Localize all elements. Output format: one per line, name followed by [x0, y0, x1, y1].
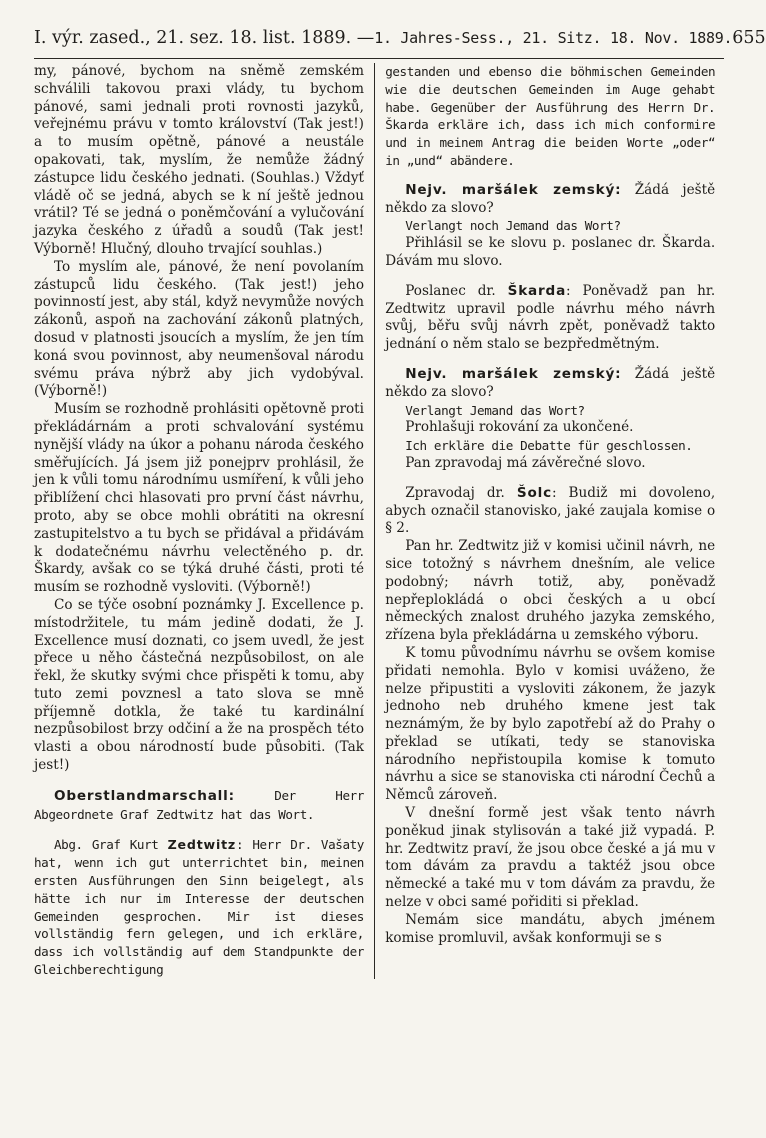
page-number: 655	[732, 28, 766, 48]
paragraph-gap	[385, 354, 715, 366]
speaker-name: Nejv. maršálek zemský:	[405, 365, 622, 382]
german-paragraph: Verlangt Jemand das Wort?	[405, 402, 585, 418]
speaker-paragraph	[385, 283, 715, 354]
paragraph: To myslím ale, pánové, že není povolaním zástupců lidu českého. (Tak jest!) jeho povinností jest, aby stál, když nevymůže nových zákonů, aspoň na zachování zákonů platných, dosud v platnosti jsoucích a myslím, že jen tím koná svou povinnost, aby neumenšoval národu svému práva nýbrž aby jich vydobýval. (Výborně!)	[34, 258, 364, 400]
speech-text: : Herr Dr. Vašaty hat, wenn ich gut unterrichtet bin, meinen ersten Ausführungen den Sinn beigelegt, als hätte ich nur im Interesse der deutschen Gemeinden gesprochen. Mir ist dieses vollständig fern gelegen, und ich erkläre, dass ich vollständig auf dem Standpunkte der Gleichberechtigung	[34, 837, 364, 978]
header-rule	[34, 58, 724, 59]
speaker-name: Zedtwitz	[167, 837, 237, 853]
page-header	[34, 26, 766, 56]
speaker-name: Škarda	[507, 282, 567, 299]
paragraph-gap	[385, 170, 715, 182]
two-column-body	[34, 63, 724, 979]
speech-text: : Budiž mi dovoleno, abych označil stanovisko, jaké zaujala komise o § 2.	[385, 484, 716, 537]
paragraph: K tomu původnímu návrhu se ovšem komise přidati nemohla. Bylo v komisi uváženo, že nelze připustiti a vysloviti zákonem, že jazyk jednoho neb druhého kmene jest tak neznámým, že by bylo zapotřebí až do Prahy o překlad se utíkati, tedy se stanoviska národního nepřistoupila komise k tomuto návrhu a sice se stanoviska cti národní Čechů a Němců zároveň.	[385, 644, 716, 804]
speaker-name: Oberstlandmarschall:	[54, 787, 235, 804]
speech-text: : Poněvadž pan hr. Zedtwitz upravil podle návrhu mého návrh svůj, běřu svůj návrh zpět, poněvadž takto jednání o něm stalo se bezpředmětným.	[385, 282, 716, 353]
paragraph: Přihlásil se ke slovu p. poslanec dr. Škarda. Dávám mu slovo.	[385, 235, 716, 269]
paragraph: Pan zpravodaj má závěrečné slovo.	[405, 454, 646, 471]
german-paragraph: Verlangt noch Jemand das Wort?	[405, 218, 621, 234]
speech-text: Žádá ještě někdo za slovo?	[385, 181, 716, 216]
speaker-prefix: Zpravodaj dr.	[405, 484, 517, 501]
paragraph: Co se týče osobní poznámky J. Excellence p. místodržitele, tu mám jedině dodati, že J. Excellence musí doznati, co jsem uvedl, že jest přece u něho částečná nezpůsobilost, on ale řekl, že skutky svými chce přispěti k tomu, aby tuto zemi povznesl a tato slova se mně příjemně dotkla, že také tu kardinální nezpůsobilost brzy odčiní a že na prospěch této vlasti a obou národností bude působiti. (Tak jest!)	[34, 596, 364, 774]
paragraph-gap	[385, 271, 715, 283]
paragraph-gap	[34, 824, 364, 836]
paragraph-gap	[385, 473, 715, 485]
paragraph: V dnešní formě jest však tento návrh poněkud jinak stylisován a také již vypadá. P. hr. Zedtwitz praví, že jsou obce české a já mu v tom dávám za pravdu a taktéž jsou obce německé a také mu v tom dávám za pravdu, že nelze v obci samé pořiditi si překlad.	[385, 805, 716, 911]
right-column	[375, 63, 715, 979]
speaker-name: Šolc	[516, 484, 552, 501]
german-paragraph: Ich erkläre die Debatte für geschlossen.	[405, 438, 693, 454]
speaker-paragraph	[34, 836, 364, 978]
speaker-name: Nejv. maršálek zemský:	[405, 181, 622, 198]
header-left: I. výr. zased., 21. sez. 18. list. 1889. —	[34, 28, 375, 48]
speaker-prefix: Poslanec dr.	[405, 282, 508, 299]
speech-text: Der Herr Abgeordnete Graf Zedtwitz hat das Wort.	[34, 787, 364, 822]
left-column	[34, 63, 374, 979]
paragraph: Prohlašuji rokování za ukončené.	[405, 419, 634, 436]
paragraph: Pan hr. Zedtwitz již v komisi učinil návrh, ne sice totožný s návrhem dnešním, ale velice podobný; návrh totiž, aby, poněvadž nepřeplokládá o obci českých a u obcí německých znalost druhého jazyka zemského, zřízena byla překládárna u zemského výboru.	[385, 538, 716, 644]
header-right: 1. Jahres-Sess., 21. Sitz. 18. Nov. 1889.	[374, 29, 733, 47]
speaker-paragraph	[385, 366, 715, 402]
paragraph: Musím se rozhodně prohlásiti opětovně proti překládárnám a proti schvalování systému nynější vlády na úkor a pohanu národa českého směřujících. Já jsem již ponejprv prohlásil, že jen k vůli tomu národnímu usmíření, k vůli jeho přiblížení chci hlasovati pro první část návrhu, proto, aby se obce mohli obrátiti na okresní zastupitelstvo a tu bych se přidával a přidávám k dodatečnému návrhu velectěného p. dr. Škardy, avšak co se týká druhé části, proti té musím se rozhodně vysloviti. (Výborně!)	[34, 401, 364, 596]
speech-text: Žádá ještě někdo za slovo?	[385, 365, 716, 400]
paragraph: my, pánové, bychom na sněmě zemském schválili takovou praxi vlády, tu bychom pánové, sami jednali proti rovnosti jazyků, veřejnému právu v tomto království (Tak jest!) a to musím opětně, pánové a neustále opakovati, tak, myslím, že nemůže žádný zástupce lidu českého jednati. (Souhlas.) Vždyť vládě oč se jedná, abych se k ní ještě jednou vrátil? Té se jedná o poněmčování a vylučování jazyka českého z úřadů a soudů (Tak jest! Výborně! Hlučný, dlouho trvající souhlas.)	[34, 63, 364, 257]
paragraph: Nemám sice mandátu, abych jménem komise promluvil, avšak konformuji se s	[385, 911, 716, 946]
speaker-paragraph	[385, 485, 715, 538]
speaker-prefix: Abg. Graf Kurt	[54, 837, 168, 853]
paragraph-gap	[34, 775, 364, 787]
german-paragraph: gestanden und ebenso die böhmischen Gemeinden wie die deutschen Gemeinden im Auge gehabt habe. Gegenüber der Ausführung des Herrn Dr. Škarda erkläre ich, dass ich mich conformire und in meinem Antrag die beiden Worte „oder“ in „und“ abändere.	[385, 64, 716, 168]
speaker-paragraph	[34, 787, 364, 825]
speaker-paragraph	[385, 182, 715, 218]
